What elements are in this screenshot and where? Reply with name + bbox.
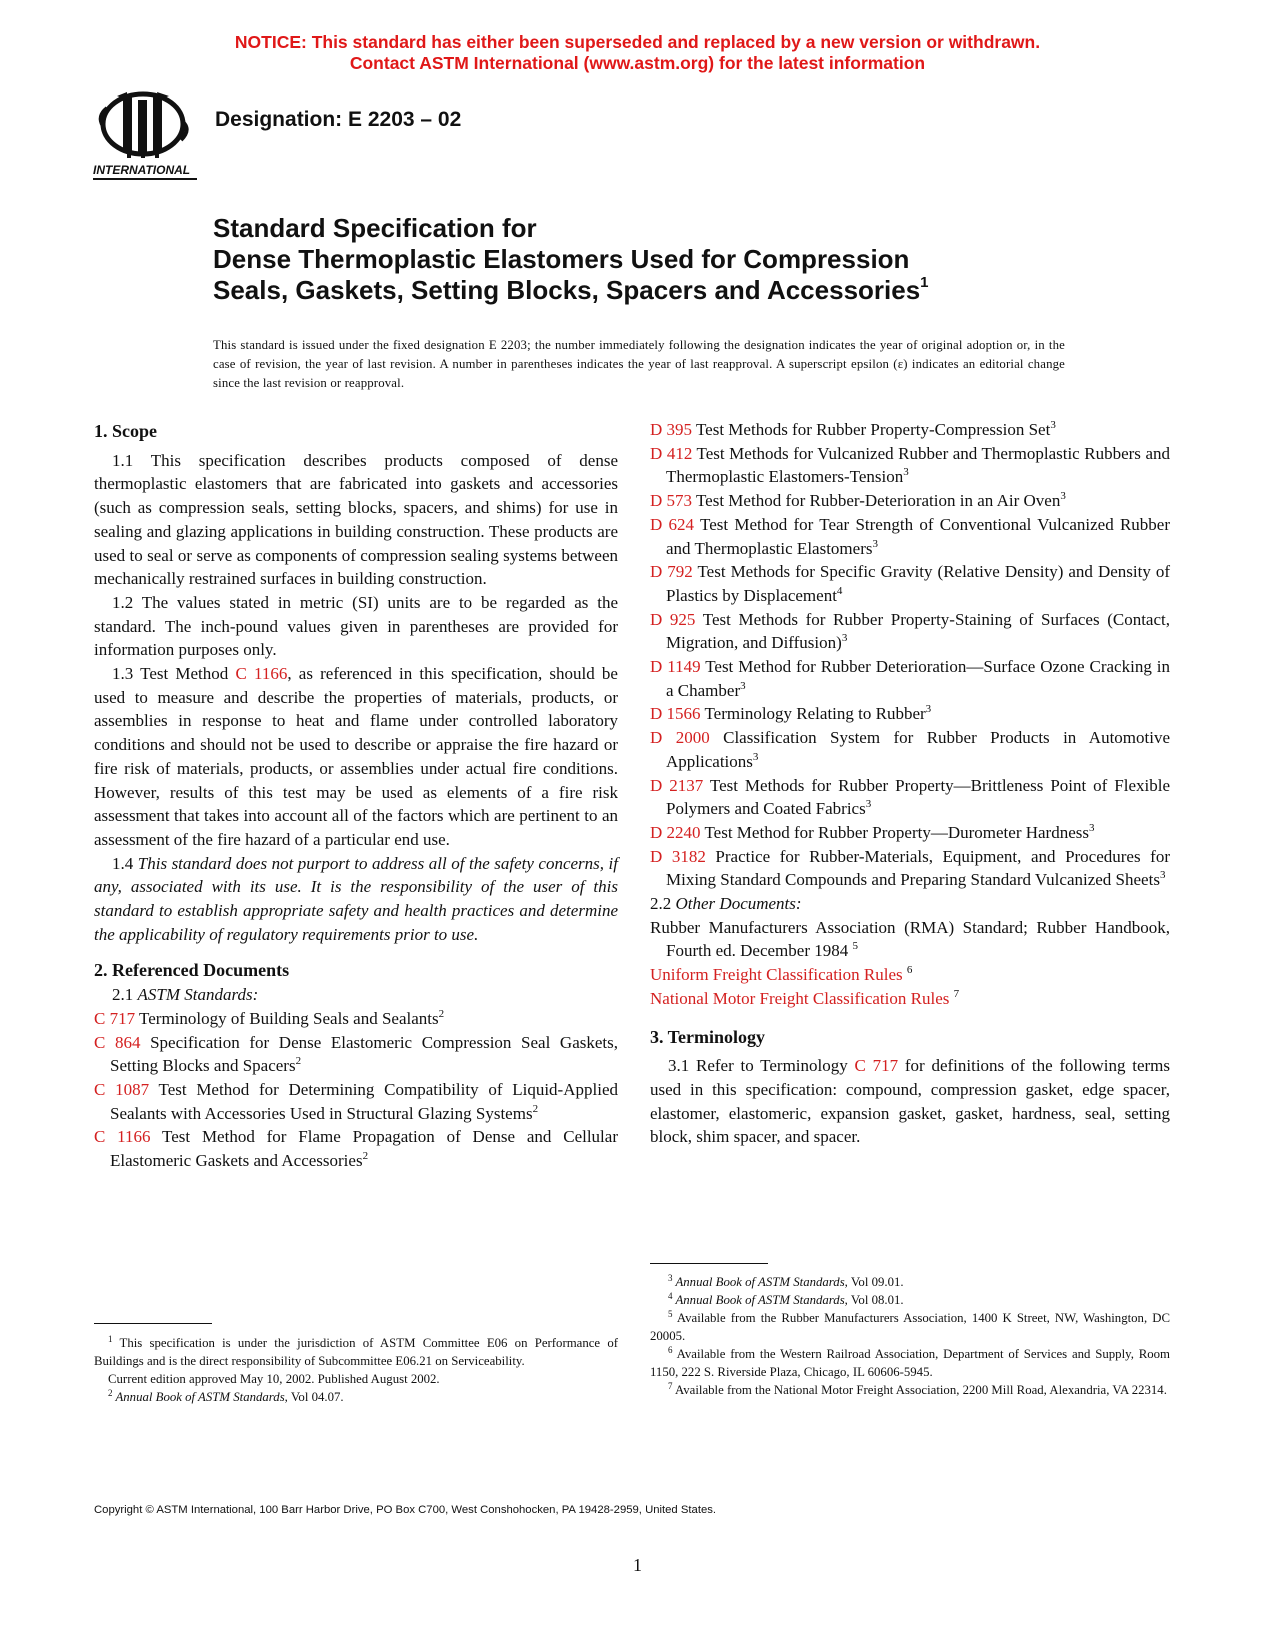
scope-paragraph-1-2: 1.2 The values stated in metric (SI) units are to be regarded as the standard. The inch-pound values given in parentheses are provided for information purposes only. <box>94 592 618 660</box>
reference-link[interactable]: D 2240 <box>650 822 701 842</box>
footnotes-left <box>94 1334 618 1406</box>
reference-item: D 3182 Practice for Rubber-Materials, Equipment, and Procedures for Mixing Standard Compounds and Preparing Standard Vulcanized Sheets$^3$ <box>650 846 1170 890</box>
reference-item: D 624 Test Method for Tear Strength of Conventional Vulcanized Rubber and Thermoplastic Elastomers$^3$ <box>650 514 1170 558</box>
reference-link[interactable]: D 1149 <box>650 657 701 677</box>
title-footnote-ref[interactable]: 1 <box>920 274 929 291</box>
document-title <box>213 213 1113 306</box>
footnote-2: $^2$ Annual Book of ASTM Standards, Vol 04.07. <box>108 1388 344 1404</box>
section-referenced-heading: 2. Referenced Documents <box>94 960 290 981</box>
link-c1166[interactable]: C 1166 <box>235 664 288 684</box>
reference-item: C 717 Terminology of Building Seals and Sealants$^2$ <box>94 1007 445 1028</box>
uniform-freight-reference: Uniform Freight Classification Rules $^6$ <box>650 964 913 985</box>
reference-item: D 412 Test Methods for Vulcanized Rubber and Thermoplastic Rubbers and Thermoplastic Elastomers-Tension$^3$ <box>650 443 1171 487</box>
issued-note: This standard is issued under the fixed designation E 2203; the number immediately following the designation indicates the year of original adoption or, in the case of revision, the year of last revision. A number in parentheses indicates the year of last reapproval. A superscript epsilon (ε) indicates an editorial change since the last revision or reapproval. <box>213 338 1065 390</box>
reference-link[interactable]: C 717 <box>94 1008 136 1028</box>
reference-item: D 2240 Test Method for Rubber Property—Durometer Hardness$^3$ <box>650 821 1095 842</box>
reference-item: D 1566 Terminology Relating to Rubber$^3$ <box>650 703 932 724</box>
rma-reference: Rubber Manufacturers Association (RMA) Standard; Rubber Handbook, Fourth ed. December 1984 $^5$ <box>650 917 1170 961</box>
footnote-6: $^6$ Available from the Western Railroad Association, Department of Services and Supply, Room 1150, 222 S. Riverside Plaza, Chicago, IL 60606-5945. <box>650 1345 1170 1379</box>
footnote-7: $^7$ Available from the National Motor Freight Association, 2200 Mill Road, Alexandria, VA 22314. <box>668 1381 1167 1397</box>
link-national-motor-freight[interactable]: National Motor Freight Classification Rules <box>650 988 954 1008</box>
right-reference-list <box>650 418 1170 892</box>
reference-link[interactable]: D 3182 <box>650 846 706 866</box>
title-line-1: Standard Specification for <box>213 213 537 243</box>
reference-link[interactable]: D 395 <box>650 420 693 439</box>
reference-item: D 2000 Classification System for Rubber Products in Automotive Applications$^3$ <box>650 728 1171 771</box>
reference-link[interactable]: C 1166 <box>94 1127 151 1147</box>
scope-paragraph-1-4: 1.4 This standard does not purport to address all of the safety concerns, if any, associated with its use. It is the responsibility of the user of this standard to establish appropriate safety and health practices and determine the applicability of regulatory requirements prior to use. <box>94 853 618 944</box>
footnote-divider-right <box>650 1263 768 1264</box>
footnote-3: $^3$ Annual Book of ASTM Standards, Vol 09.01. <box>668 1273 904 1289</box>
footnote-4: $^4$ Annual Book of ASTM Standards, Vol 08.01. <box>668 1291 904 1307</box>
reference-item: C 1087 Test Method for Determining Compatibility of Liquid-Applied Sealants with Accessories Used in Structural Glazing Systems$^2$ <box>94 1079 618 1123</box>
reference-item: D 2137 Test Methods for Rubber Property—Brittleness Point of Flexible Polymers and Coated Fabrics$^3$ <box>650 775 1170 819</box>
footnote-1: $^1$ This specification is under the jurisdiction of ASTM Committee E06 on Performance of Buildings and is the direct responsibility of Subcommittee E06.21 on Serviceability. <box>94 1334 618 1368</box>
reference-item: C 864 Specification for Dense Elastomeric Compression Seal Gaskets, Setting Blocks and Spacers$^2$ <box>94 1032 618 1076</box>
reference-item: D 573 Test Method for Rubber-Deterioration in an Air Oven$^3$ <box>650 490 1066 511</box>
reference-item: D 1149 Test Method for Rubber Deterioration—Surface Ozone Cracking in a Chamber$^3$ <box>650 657 1170 700</box>
astm-international-logo-icon <box>93 86 199 186</box>
reference-link[interactable]: D 2137 <box>650 775 704 795</box>
reference-link[interactable]: D 925 <box>650 609 696 629</box>
link-uniform-freight[interactable]: Uniform Freight Classification Rules <box>650 965 907 985</box>
reference-link[interactable]: D 412 <box>650 443 693 463</box>
copyright-line: Copyright © ASTM International, 100 Barr Harbor Drive, PO Box C700, West Conshohocken, PA 19428-2959, United States. <box>94 1504 717 1516</box>
title-line-3: Seals, Gaskets, Setting Blocks, Spacers and Accessories <box>213 275 921 305</box>
reference-link[interactable]: D 792 <box>650 562 693 582</box>
reference-item: D 792 Test Methods for Specific Gravity (Relative Density) and Density of Plastics by Displacement$^4$ <box>650 562 1170 605</box>
reference-item: D 925 Test Methods for Rubber Property-Staining of Surfaces (Contact, Migration, and Diffusion)$^3$ <box>650 609 1171 653</box>
section-scope-heading: 1. Scope <box>94 421 157 441</box>
left-reference-list <box>94 1007 618 1173</box>
left-column <box>94 420 618 1173</box>
footnote-edition: Current edition approved May 10, 2002. Published August 2002. <box>108 1372 440 1386</box>
reference-link[interactable]: D 2000 <box>650 728 710 748</box>
link-c717[interactable]: C 717 <box>854 1056 899 1076</box>
reference-link[interactable]: D 624 <box>650 514 695 534</box>
national-motor-freight-reference: National Motor Freight Classification Rules $^7$ <box>650 987 960 1008</box>
footnotes-right <box>650 1273 1170 1399</box>
other-documents-subheading: 2.2 Other Documents: <box>650 894 802 914</box>
right-column <box>650 418 1170 1149</box>
page-number: 1 <box>633 1555 642 1575</box>
scope-paragraph-1-3: 1.3 Test Method C 1166, as referenced in this specification, should be used to measure and describe the properties of materials, products, or assemblies in response to heat and flame under controlled laboratory conditions and should not be used to describe or appraise the fire hazard or fire risk of materials, products, or assemblies under actual fire conditions. However, results of this test may be used as elements of a fire risk assessment that takes into account all of the factors which are pertinent to an assessment of the fire hazard of a particular end use. <box>94 664 618 849</box>
footnote-5: $^5$ Available from the Rubber Manufacturers Association, 1400 K Street, NW, Washington, DC 20005. <box>650 1309 1170 1343</box>
reference-item: D 395 Test Methods for Rubber Property-Compression Set$^3$ <box>650 419 1056 439</box>
section-terminology-heading: 3. Terminology <box>650 1026 766 1047</box>
astm-standards-subheading: 2.1 ASTM Standards: <box>112 985 259 1005</box>
title-line-2: Dense Thermoplastic Elastomers Used for Compression <box>213 244 910 274</box>
footnote-divider-left <box>94 1323 212 1324</box>
reference-item: C 1166 Test Method for Flame Propagation of Dense and Cellular Elastomeric Gaskets and Accessories$^2$ <box>94 1127 618 1171</box>
reference-link[interactable]: C 864 <box>94 1032 141 1052</box>
reference-link[interactable]: D 1566 <box>650 704 701 724</box>
reference-link[interactable]: C 1087 <box>94 1079 150 1099</box>
notice-line-2: Contact ASTM International (www.astm.org) for the latest information <box>349 53 926 73</box>
logo-text: INTERNATIONAL <box>93 163 191 177</box>
terminology-paragraph-3-1: 3.1 Refer to Terminology C 717 for definitions of the following terms used in this specification: compound, compression gasket, edge spacer, elastomer, elastomeric, expansion gasket, gasket, hardness, seal, setting block, shim spacer, and spacer. <box>650 1056 1171 1147</box>
notice-line-1: NOTICE: This standard has either been superseded and replaced by a new version or withdrawn. <box>234 32 1041 52</box>
withdrawn-notice <box>0 32 1275 74</box>
designation: Designation: E 2203 – 02 <box>215 108 462 131</box>
reference-link[interactable]: D 573 <box>650 491 693 511</box>
scope-paragraph-1-1: 1.1 This specification describes products composed of dense thermoplastic elastomers that are fabricated into gaskets and accessories (such as compression seals, setting blocks, spacers, and shims) for use in sealing and glazing applications in building construction. These products are used to seal or serve as components of compression sealing systems between mechanically restrained surfaces in building construction. <box>94 450 618 589</box>
